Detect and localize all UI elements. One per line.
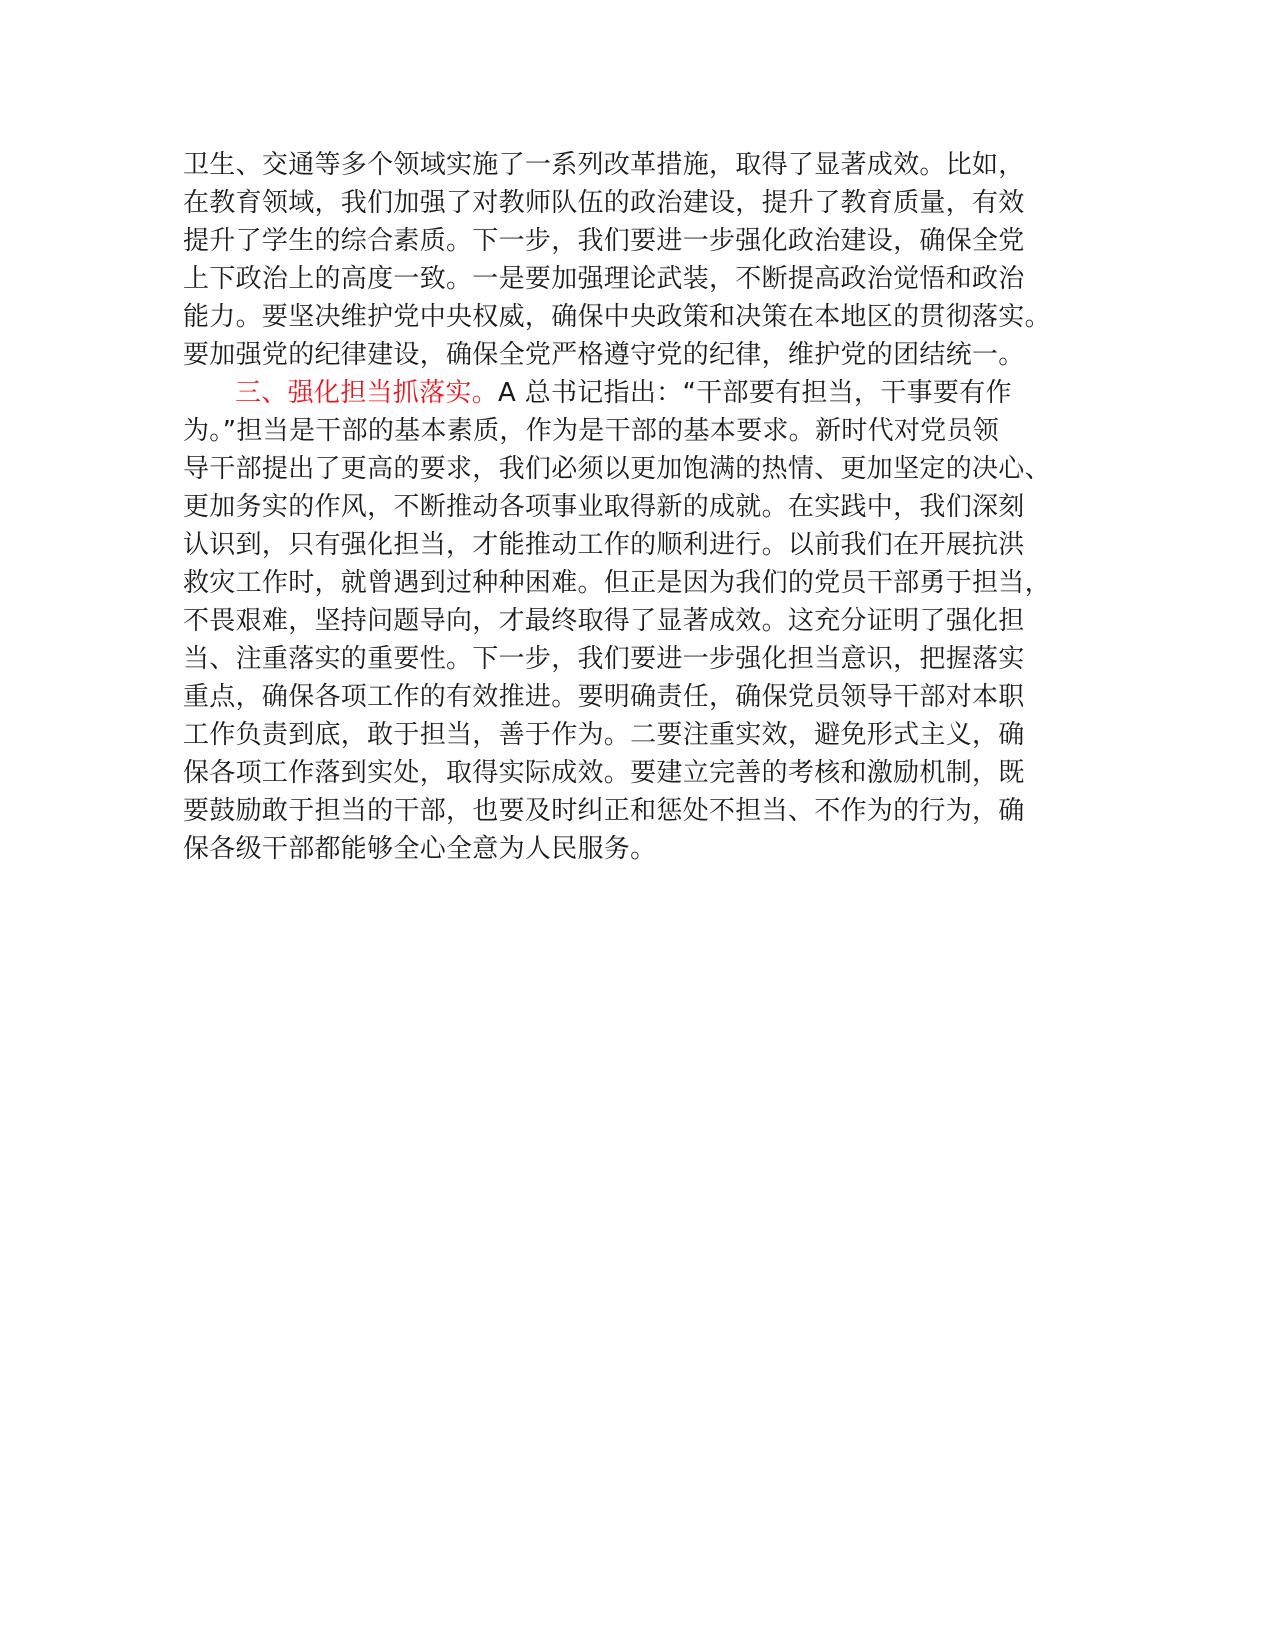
text-line: 为。”担当是干部的基本素质，作为是干部的基本要求。新时代对党员领 bbox=[183, 416, 1000, 446]
text-line: 卫生、交通等多个领域实施了一系列改革措施，取得了显著成效。比如， bbox=[183, 150, 1025, 180]
text-line: 认识到，只有强化担当，才能推动工作的顺利进行。以前我们在开展抗洪 bbox=[183, 530, 1025, 560]
text-line: 保各项工作落到实处，取得实际成效。要建立完善的考核和激励机制，既 bbox=[183, 758, 1025, 788]
text-line: 重点，确保各项工作的有效推进。要明确责任，确保党员领导干部对本职 bbox=[183, 682, 1025, 712]
text-line: 上下政治上的高度一致。一是要加强理论武装，不断提高政治觉悟和政治 bbox=[183, 264, 1025, 294]
text-line: 能力。要坚决维护党中央权威，确保中央政策和决策在本地区的贯彻落实。 bbox=[183, 302, 1051, 332]
section-first-line-text: A 总书记指出：“干部要有担当，干事要有作 bbox=[498, 378, 1012, 408]
text-line: 要鼓励敢于担当的干部，也要及时纠正和惩处不担当、不作为的行为，确 bbox=[183, 796, 1025, 826]
document-body bbox=[183, 146, 1083, 868]
text-line: 在教育领域，我们加强了对教师队伍的政治建设，提升了教育质量，有效 bbox=[183, 188, 1025, 218]
section-first-line bbox=[183, 374, 1083, 412]
text-line: 要加强党的纪律建设，确保全党严格遵守党的纪律，维护党的团结统一。 bbox=[183, 340, 1025, 370]
text-line: 更加务实的作风，不断推动各项事业取得新的成就。在实践中，我们深刻 bbox=[183, 492, 1025, 522]
text-line: 救灾工作时，就曾遇到过种种困难。但正是因为我们的党员干部勇于担当， bbox=[183, 568, 1051, 598]
text-line: 不畏艰难，坚持问题导向，才最终取得了显著成效。这充分证明了强化担 bbox=[183, 606, 1025, 636]
text-line: 保各级干部都能够全心全意为人民服务。 bbox=[183, 834, 657, 864]
text-line: 导干部提出了更高的要求，我们必须以更加饱满的热情、更加坚定的决心、 bbox=[183, 454, 1051, 484]
text-line: 提升了学生的综合素质。下一步，我们要进一步强化政治建设，确保全党 bbox=[183, 226, 1025, 256]
text-line: 当、注重落实的重要性。下一步，我们要进一步强化担当意识，把握落实 bbox=[183, 644, 1025, 674]
section-heading: 三、强化担当抓落实。 bbox=[235, 378, 499, 408]
text-line: 工作负责到底，敢于担当，善于作为。二要注重实效，避免形式主义，确 bbox=[183, 720, 1025, 750]
